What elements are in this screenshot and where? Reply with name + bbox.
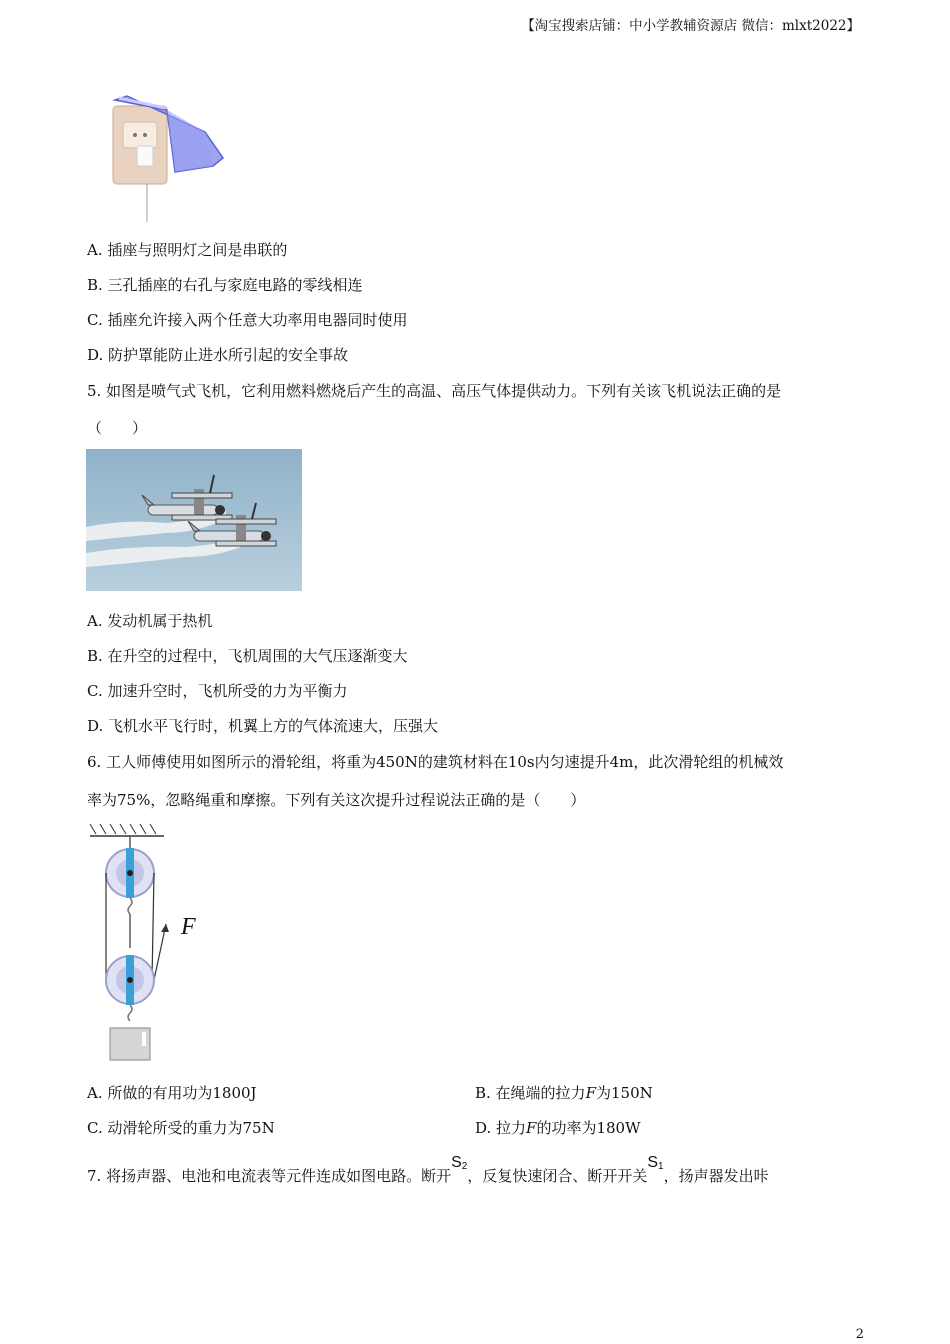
q6-option-b-prefix: B. 在绳端的拉力 [475,1084,586,1102]
socket-cover-image [105,92,225,224]
airplane-image [86,449,302,591]
q7-text-part1: 7. 将扬声器、电池和电流表等元件连成如图电路。断开 [87,1167,452,1185]
q4-option-c: C. 插座允许接入两个任意大功率用电器同时使用 [87,311,408,329]
q6-stem-line1: 6. 工人师傅使用如图所示的滑轮组，将重为450N的建筑材料在10s内匀速提升4m，此次滑轮组的机械效 [87,753,784,771]
q6-option-d-suffix: 的功率为180W [536,1119,641,1137]
page-header: 【淘宝搜索店铺：中小学教辅资源店 微信：mlxt2022】 [521,18,860,34]
q6-option-b-suffix: 为150N [595,1084,653,1102]
q5-stem-line2: （ ） [87,419,148,437]
q6-option-a: A. 所做的有用功为1800J [87,1084,257,1102]
q6-option-b-var: F [585,1084,596,1102]
pulley-diagram [86,818,216,1064]
q5-option-d: D. 飞机水平飞行时，机翼上方的气体流速大，压强大 [87,717,439,735]
page-number: 2 [855,1327,864,1342]
force-label: F [181,914,196,940]
q4-option-b: B. 三孔插座的右孔与家庭电路的零线相连 [87,276,363,294]
q7-text-part2: ，反复快速闭合、断开开关 [467,1167,648,1185]
switch-s1-symbol [647,1154,663,1171]
q6-option-d-prefix: D. 拉力 [475,1119,527,1137]
q4-option-a: A. 插座与照明灯之间是串联的 [87,241,288,259]
switch-s2-subscript: 2 [461,1161,468,1172]
q5-option-a: A. 发动机属于热机 [87,612,213,630]
switch-s2-symbol [451,1154,467,1171]
q7-text-part3: ，扬声器发出咔 [663,1167,769,1185]
q6-option-d [475,1118,641,1138]
airplane-photo [86,449,302,591]
q5-option-c: C. 加速升空时，飞机所受的力为平衡力 [87,682,348,700]
q5-option-b: B. 在升空的过程中，飞机周围的大气压逐渐变大 [87,647,408,665]
socket-cover-figure [105,92,225,224]
q6-option-d-var: F [526,1119,537,1137]
pulley-figure [86,818,216,1064]
switch-s1-subscript: 1 [658,1161,664,1172]
switch-s2-letter: S [451,1154,462,1171]
q6-stem-line2: 率为75%，忽略绳重和摩擦。下列有关这次提升过程说法正确的是（ ） [87,791,586,809]
q6-option-c: C. 动滑轮所受的重力为75N [87,1119,275,1137]
q4-option-d: D. 防护罩能防止进水所引起的安全事故 [87,346,349,364]
q5-stem-line1: 5. 如图是喷气式飞机，它利用燃料燃烧后产生的高温、高压气体提供动力。下列有关该飞机说法正确的是 [87,382,782,400]
q7-stem-line1 [87,1154,769,1191]
switch-s1-letter: S [647,1154,659,1171]
q6-option-b [475,1083,653,1103]
